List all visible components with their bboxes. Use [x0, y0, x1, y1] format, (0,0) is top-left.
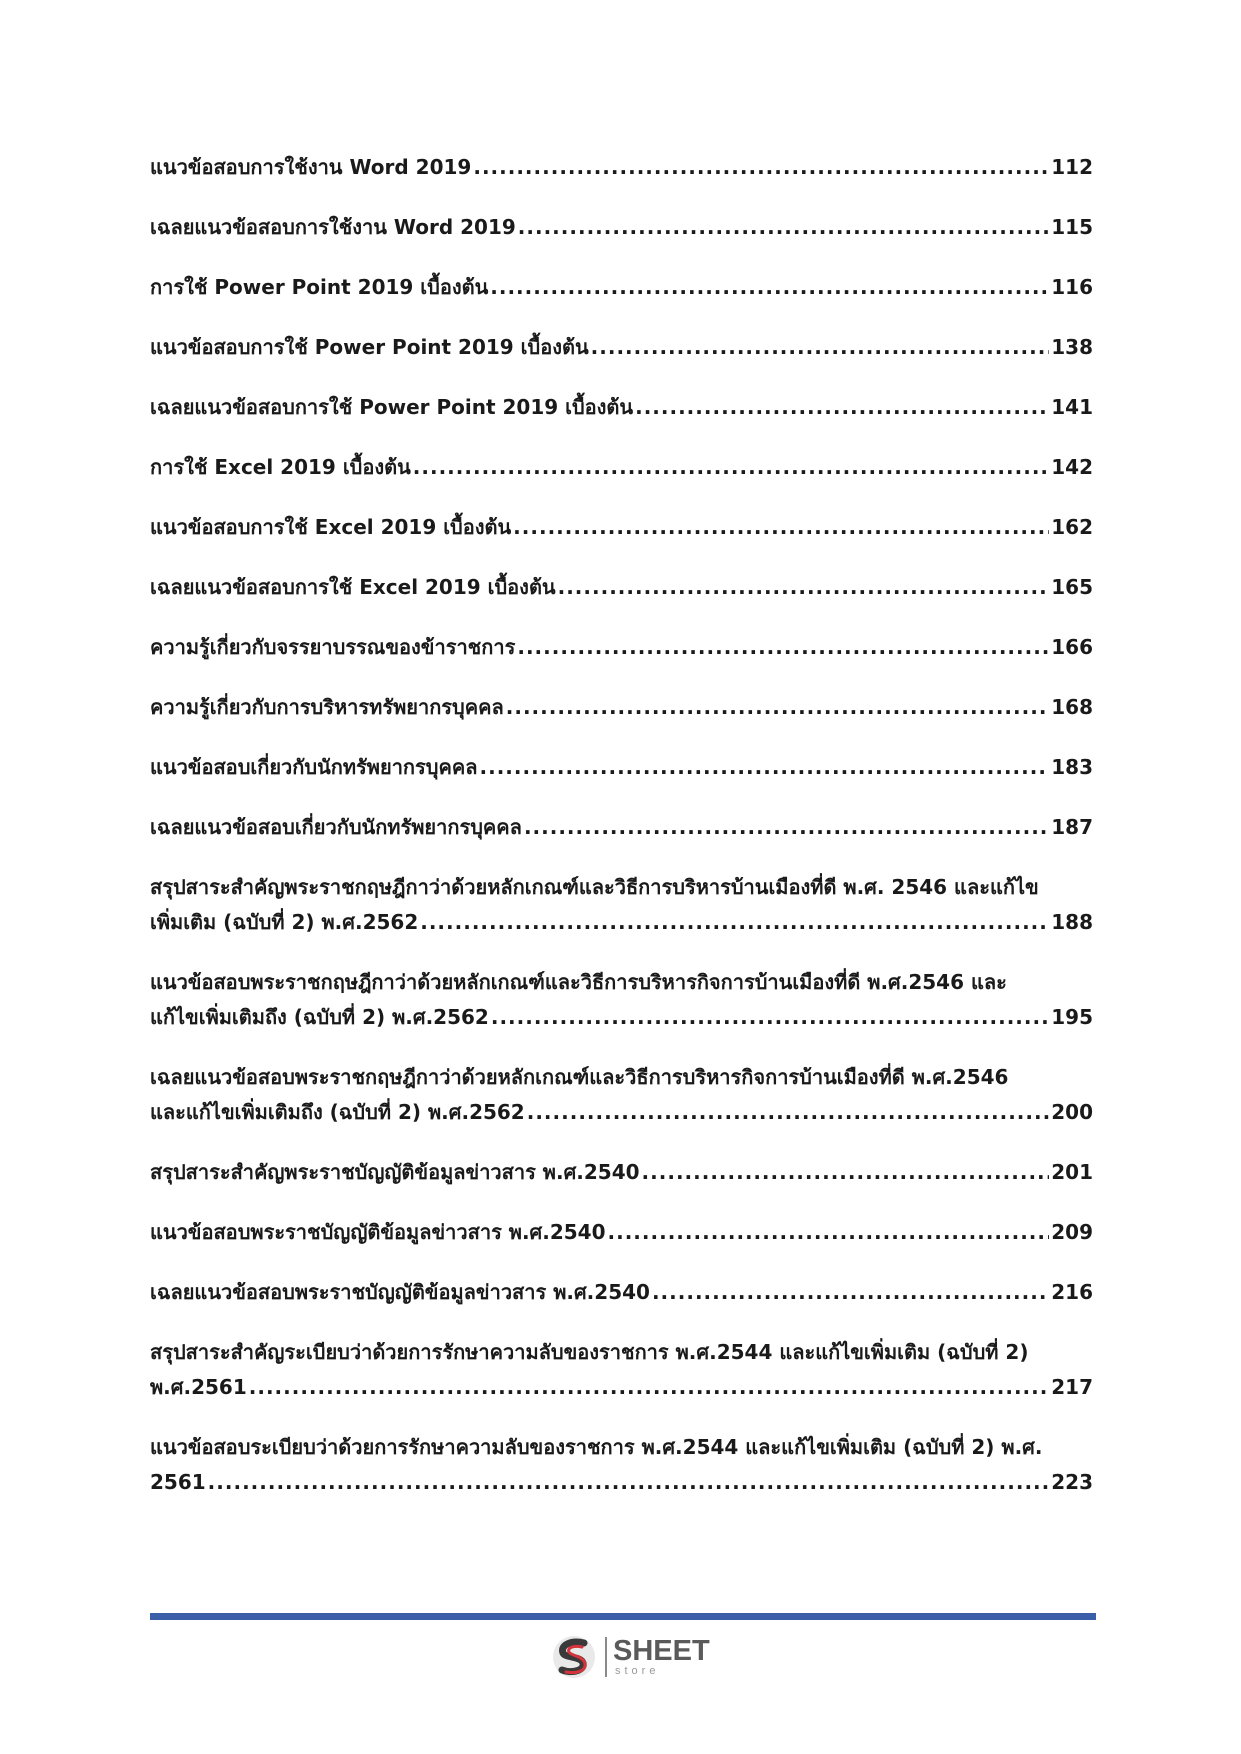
toc-entry-title: เฉลยแนวข้อสอบพระราชกฤษฎีกาว่าด้วยหลักเกณฑ์และวิธีการบริหารกิจการบ้านเมืองที่ดี พ.ศ.2546 [150, 1065, 1009, 1089]
toc-entry[interactable] [150, 1430, 1093, 1500]
toc-entry-line-last [150, 150, 1093, 185]
toc-entry-line-last [150, 1155, 1093, 1190]
toc-entry-line [150, 965, 1093, 1000]
toc-entry-title: แนวข้อสอบเกี่ยวกับนักทรัพยากรบุคคล [150, 755, 478, 779]
toc-entry-line [150, 1335, 1093, 1370]
toc-entry[interactable] [150, 690, 1093, 725]
toc-dot-leader [491, 1000, 1049, 1035]
toc-entry-title: เพิ่มเติม (ฉบับที่ 2) พ.ศ.2562 [150, 910, 419, 934]
toc-page-number: 188 [1051, 910, 1093, 934]
toc-entry[interactable] [150, 810, 1093, 845]
toc-page-number: 112 [1051, 155, 1093, 179]
toc-entry[interactable] [150, 330, 1093, 365]
toc-dot-leader [420, 905, 1049, 940]
toc-entry[interactable] [150, 965, 1093, 1035]
toc-dot-leader [513, 510, 1049, 545]
toc-dot-leader [591, 330, 1050, 365]
toc-page-number: 165 [1051, 575, 1093, 599]
toc-entry[interactable] [150, 450, 1093, 485]
toc-entry-line-last [150, 1000, 1093, 1035]
toc-page-number: 223 [1051, 1470, 1093, 1494]
toc-entry-line [150, 1430, 1093, 1465]
toc-entry-line-last [150, 450, 1093, 485]
toc-entry-title: เฉลยแนวข้อสอบเกี่ยวกับนักทรัพยากรบุคคล [150, 815, 522, 839]
toc-entry-line-last [150, 750, 1093, 785]
toc-entry[interactable] [150, 1060, 1093, 1130]
toc-entry-line [150, 1060, 1093, 1095]
toc-dot-leader [652, 1275, 1049, 1310]
toc-entry-line-last [150, 1095, 1093, 1130]
toc-dot-leader [608, 1215, 1050, 1250]
toc-entry[interactable] [150, 570, 1093, 605]
toc-dot-leader [208, 1465, 1050, 1500]
toc-entry-title: และแก้ไขเพิ่มเติมถึง (ฉบับที่ 2) พ.ศ.2562 [150, 1100, 525, 1124]
toc-entry[interactable] [150, 1155, 1093, 1190]
toc-dot-leader [490, 270, 1049, 305]
toc-entry-title: แนวข้อสอบพระราชบัญญัติข้อมูลข่าวสาร พ.ศ.2540 [150, 1220, 606, 1244]
toc-dot-leader [480, 750, 1050, 785]
logo-text [613, 1637, 710, 1677]
logo-separator [605, 1637, 607, 1677]
toc-entry[interactable] [150, 750, 1093, 785]
toc-page-number: 166 [1051, 635, 1093, 659]
toc-dot-leader [473, 150, 1049, 185]
toc-page-number: 183 [1051, 755, 1093, 779]
toc-page-number: 200 [1051, 1100, 1093, 1124]
toc-entry[interactable] [150, 1335, 1093, 1405]
toc-entry[interactable] [150, 870, 1093, 940]
toc-dot-leader [558, 570, 1050, 605]
toc-entry[interactable] [150, 150, 1093, 185]
table-of-contents [150, 150, 1093, 1525]
toc-page-number: 195 [1051, 1005, 1093, 1029]
toc-dot-leader [506, 690, 1049, 725]
toc-entry-title: เฉลยแนวข้อสอบการใช้งาน Word 2019 [150, 215, 516, 239]
toc-entry-title: สรุปสาระสำคัญพระราชกฤษฎีกาว่าด้วยหลักเกณฑ์และวิธีการบริหารบ้านเมืองที่ดี พ.ศ. 2546 และแก้ไข [150, 875, 1039, 899]
toc-dot-leader [413, 450, 1049, 485]
toc-entry-title: ความรู้เกี่ยวกับการบริหารทรัพยากรบุคคล [150, 695, 504, 719]
toc-entry-line-last [150, 1370, 1093, 1405]
toc-page-number: 217 [1051, 1375, 1093, 1399]
toc-page-number: 115 [1051, 215, 1093, 239]
toc-entry-line-last [150, 690, 1093, 725]
toc-page-number: 201 [1051, 1160, 1093, 1184]
toc-entry[interactable] [150, 630, 1093, 665]
logo-sub: store [615, 1665, 660, 1677]
toc-entry-line-last [150, 330, 1093, 365]
toc-page-number: 116 [1051, 275, 1093, 299]
logo-word: SHEET [613, 1635, 710, 1667]
toc-entry-title: แนวข้อสอบการใช้ Excel 2019 เบื้องต้น [150, 515, 512, 539]
toc-entry-line [150, 870, 1093, 905]
toc-entry-line-last [150, 810, 1093, 845]
toc-entry-line-last [150, 1215, 1093, 1250]
toc-dot-leader [635, 390, 1049, 425]
toc-entry-line-last [150, 905, 1093, 940]
toc-page-number: 187 [1051, 815, 1093, 839]
toc-entry-title: แนวข้อสอบการใช้งาน Word 2019 [150, 155, 472, 179]
toc-dot-leader [518, 210, 1049, 245]
toc-page-number: 162 [1051, 515, 1093, 539]
sheet-store-logo-icon [551, 1634, 597, 1680]
toc-page-number: 138 [1051, 335, 1093, 359]
toc-entry-title: เฉลยแนวข้อสอบพระราชบัญญัติข้อมูลข่าวสาร พ.ศ.2540 [150, 1280, 650, 1304]
footer-rule [150, 1613, 1096, 1620]
toc-dot-leader [517, 630, 1049, 665]
sheet-store-logo [551, 1634, 710, 1680]
toc-entry-line-last [150, 510, 1093, 545]
toc-entry[interactable] [150, 390, 1093, 425]
toc-entry[interactable] [150, 1215, 1093, 1250]
toc-entry-title: เฉลยแนวข้อสอบการใช้ Excel 2019 เบื้องต้น [150, 575, 556, 599]
toc-entry-line-last [150, 390, 1093, 425]
toc-entry-line-last [150, 570, 1093, 605]
toc-dot-leader [249, 1370, 1050, 1405]
toc-entry-title: แนวข้อสอบการใช้ Power Point 2019 เบื้องต้น [150, 335, 589, 359]
toc-entry-line-last [150, 210, 1093, 245]
toc-dot-leader [527, 1095, 1050, 1130]
toc-page-number: 141 [1051, 395, 1093, 419]
toc-entry-title: การใช้ Power Point 2019 เบื้องต้น [150, 275, 489, 299]
toc-entry-title: แก้ไขเพิ่มเติมถึง (ฉบับที่ 2) พ.ศ.2562 [150, 1005, 489, 1029]
toc-entry-line-last [150, 270, 1093, 305]
toc-entry-line-last [150, 1465, 1093, 1500]
toc-entry[interactable] [150, 1275, 1093, 1310]
toc-page-number: 168 [1051, 695, 1093, 719]
toc-entry-title: สรุปสาระสำคัญพระราชบัญญัติข้อมูลข่าวสาร พ.ศ.2540 [150, 1160, 640, 1184]
toc-entry[interactable] [150, 270, 1093, 305]
toc-page-number: 142 [1051, 455, 1093, 479]
toc-entry-line-last [150, 1275, 1093, 1310]
toc-entry[interactable] [150, 510, 1093, 545]
toc-entry-title: พ.ศ.2561 [150, 1375, 247, 1399]
toc-entry-title: ความรู้เกี่ยวกับจรรยาบรรณของข้าราชการ [150, 635, 516, 659]
toc-entry-title: เฉลยแนวข้อสอบการใช้ Power Point 2019 เบื้องต้น [150, 395, 634, 419]
toc-entry-title: การใช้ Excel 2019 เบื้องต้น [150, 455, 411, 479]
toc-page-number: 209 [1051, 1220, 1093, 1244]
toc-dot-leader [524, 810, 1049, 845]
toc-entry-title: แนวข้อสอบพระราชกฤษฎีกาว่าด้วยหลักเกณฑ์และวิธีการบริหารกิจการบ้านเมืองที่ดี พ.ศ.2546 และ [150, 970, 1007, 994]
toc-entry-title: แนวข้อสอบระเบียบว่าด้วยการรักษาความลับของราชการ พ.ศ.2544 และแก้ไขเพิ่มเติม (ฉบับที่ 2) พ.ศ. [150, 1435, 1043, 1459]
toc-entry-title: 2561 [150, 1470, 206, 1494]
toc-page-number: 216 [1051, 1280, 1093, 1304]
toc-dot-leader [642, 1155, 1050, 1190]
toc-entry[interactable] [150, 210, 1093, 245]
toc-entry-title: สรุปสาระสำคัญระเบียบว่าด้วยการรักษาความลับของราชการ พ.ศ.2544 และแก้ไขเพิ่มเติม (ฉบับที่ 2) [150, 1340, 1029, 1364]
toc-entry-line-last [150, 630, 1093, 665]
